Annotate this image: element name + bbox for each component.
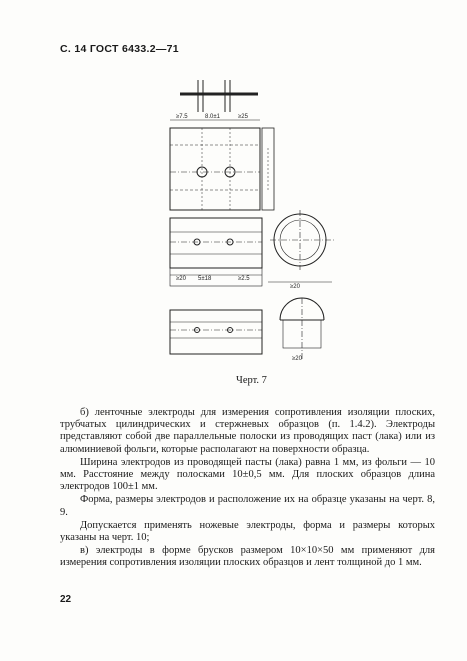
- paragraph-v: в) электроды в форме брусков размером 10×10×50 мм применяют для измерения сопротивления изоляции плоских образцов и лент толщиной до 1 мм.: [60, 545, 435, 569]
- bottom-plate: [170, 310, 262, 354]
- figure-caption: Черт. 7: [236, 375, 267, 386]
- technical-drawing: [150, 70, 350, 375]
- paragraph-form: Форма, размеры электродов и расположение их на образце указаны на черт. 8, 9.: [60, 494, 435, 518]
- paragraph-b: б) ленточные электроды для измерения сопротивления изоляции плоских, трубчатых цилиндрических и стержневых образцов (п. 1.4.2). Электроды представляют собой две параллельные полоски из проводящих паст (лака) или из алюминиевой фольги, которые располагают на поверхности образца.: [60, 407, 435, 455]
- page-header: С. 14 ГОСТ 6433.2—71: [60, 43, 179, 55]
- paragraph-knife: Допускается применять ножевые электроды, форма и размеры которых указаны на черт. 10;: [60, 519, 435, 544]
- dim-label-4: ≥20: [176, 276, 186, 282]
- dim-label-8: ≥20: [292, 356, 302, 362]
- dim-label-1: ≥7.5: [176, 114, 188, 120]
- body-text: [60, 407, 435, 571]
- middle-plate: [170, 218, 262, 268]
- dim-label-7: ≥20: [290, 284, 300, 290]
- dim-label-2: 8.0±1: [205, 114, 220, 120]
- page-number: 22: [60, 594, 72, 605]
- drawing-svg: [150, 70, 350, 370]
- top-plate: [170, 128, 260, 210]
- dim-label-3: ≥25: [238, 114, 248, 120]
- paragraph-width: Ширина электродов из проводящей пасты (лака) равна 1 мм, из фольги — 10 мм. Расстояние между полосками 10±0,5 мм. Для плоских образцов длина электродов 100±1 мм.: [60, 456, 435, 493]
- dim-label-6: ≥2.5: [238, 276, 250, 282]
- dim-label-5: 5±18: [198, 276, 212, 282]
